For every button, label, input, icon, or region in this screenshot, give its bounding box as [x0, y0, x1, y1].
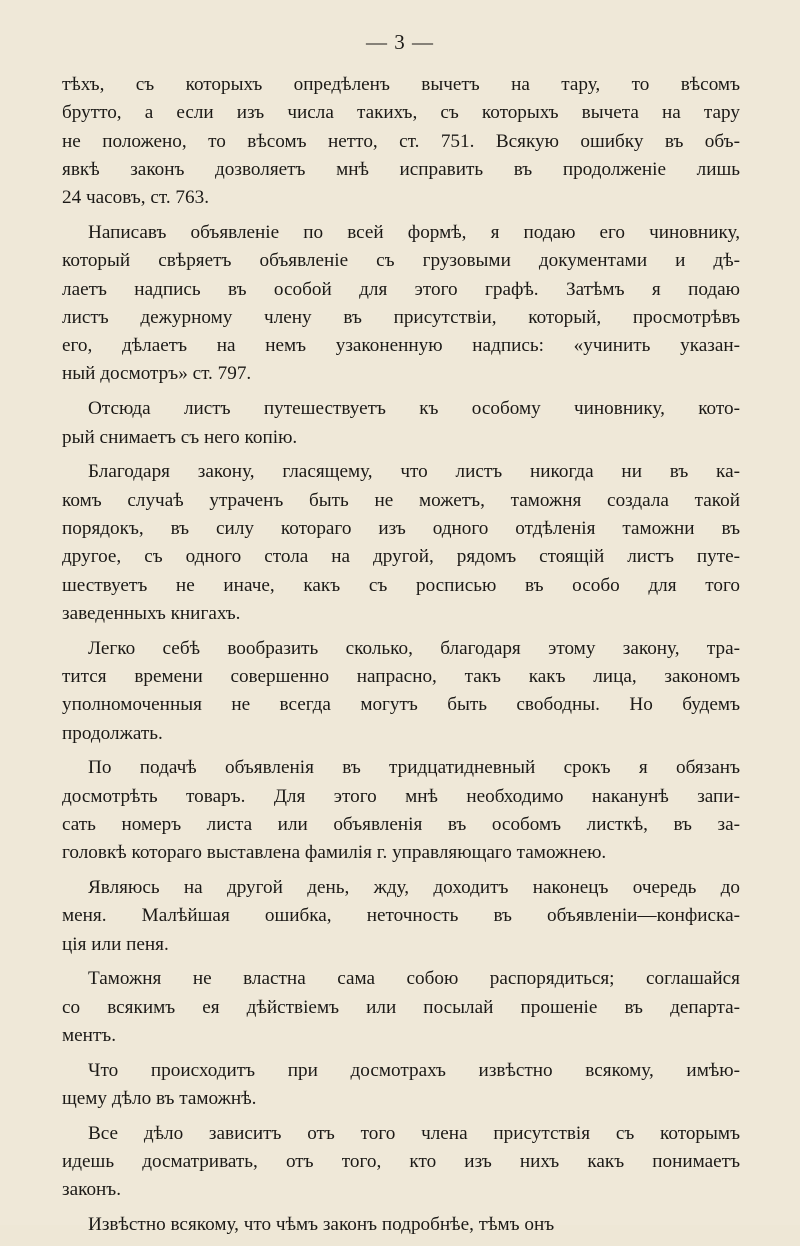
text-line: По подачѣ объявленія въ тридцатидневный срокъ я обязанъ	[88, 757, 740, 779]
text-line: Таможня не властна сама собою распорядиться; соглашайся	[88, 968, 740, 990]
text-line: не положено, то вѣсомъ нетто, ст. 751. Всякую ошибку въ объ-	[62, 130, 740, 152]
text-line: сать номеръ листа или объявленія въ особомъ листкѣ, въ за-	[62, 813, 740, 835]
paragraph	[62, 71, 740, 212]
text-line: уполномоченныя не всегда могутъ быть свободны. Но будемъ	[62, 694, 740, 716]
body-text	[62, 71, 740, 1246]
paragraph	[62, 458, 740, 628]
text-line: законъ.	[62, 1179, 122, 1201]
paragraph	[62, 635, 740, 748]
text-line: шествуетъ не иначе, какъ съ росписью въ особо для того	[62, 574, 740, 596]
text-line: его, дѣлаетъ на немъ узаконенную надпись: «учинить указан-	[62, 335, 740, 357]
text-line: меня. Малѣйшая ошибка, неточность въ объявленіи—конфиска-	[62, 905, 740, 927]
paragraph	[62, 1211, 740, 1239]
text-line: лаетъ надпись въ особой для этого графѣ. Затѣмъ я подаю	[62, 278, 740, 300]
text-line: Являюсь на другой день, жду, доходитъ наконецъ очередь до	[88, 877, 740, 899]
text-line: который свѣряетъ объявленіе съ грузовыми документами и дѣ-	[62, 250, 740, 272]
text-line: досмотрѣть товаръ. Для этого мнѣ необходимо наканунѣ запи-	[62, 785, 740, 807]
paragraph	[62, 1120, 740, 1205]
text-line: Извѣстно всякому, что чѣмъ законъ подробнѣе, тѣмъ онъ	[88, 1214, 555, 1236]
text-line: тѣхъ, съ которыхъ опредѣленъ вычетъ на тару, то вѣсомъ	[62, 74, 740, 95]
text-line: рый снимаетъ съ него копію.	[62, 426, 298, 448]
text-line: другое, съ одного стола на другой, рядомъ стоящій листъ путе-	[62, 546, 740, 568]
paragraph	[62, 219, 740, 389]
text-line: Отсюда листъ путешествуетъ къ особому чиновнику, кото-	[88, 398, 740, 420]
text-line: головкѣ котораго выставлена фамилія г. управляющаго таможнею.	[62, 842, 607, 864]
text-line: со всякимъ ея дѣйствіемъ или посылай прошеніе въ департа-	[62, 996, 740, 1018]
paragraph	[62, 874, 740, 959]
paragraph	[62, 965, 740, 1050]
text-line: порядокъ, въ силу котораго изъ одного отдѣленія таможни въ	[62, 517, 740, 539]
text-line: явкѣ законъ дозволяетъ мнѣ исправить въ продолженіе лишь	[62, 158, 740, 180]
text-line: Все дѣло зависитъ отъ того члена присутствія съ которымъ	[88, 1122, 740, 1144]
text-line: Что происходитъ при досмотрахъ извѣстно всякому, имѣю-	[88, 1059, 740, 1081]
text-line: листъ дежурному члену въ присутствіи, который, просмотрѣвъ	[62, 306, 740, 328]
paragraph	[62, 1057, 740, 1114]
text-line: комъ случаѣ утраченъ быть не можетъ, таможня создала такой	[62, 489, 740, 511]
text-line: Написавъ объявленіе по всей формѣ, я подаю его чиновнику,	[88, 221, 740, 243]
text-line: тится времени совершенно напрасно, такъ какъ лица, закономъ	[62, 665, 740, 687]
text-line: ція или пеня.	[62, 933, 169, 955]
text-line: 24 часовъ, ст. 763.	[62, 187, 209, 209]
text-line: идешь досматривать, отъ того, кто изъ нихъ какъ понимаетъ	[62, 1151, 740, 1173]
text-line: Легко себѣ вообразить сколько, благодаря этому закону, тра-	[88, 637, 740, 659]
text-line: заведенныхъ книгахъ.	[62, 602, 241, 624]
paragraph	[62, 395, 740, 452]
text-line: Благодаря закону, гласящему, что листъ никогда ни въ ка-	[88, 461, 740, 483]
text-line: щему дѣло въ таможнѣ.	[62, 1088, 257, 1110]
text-line: продолжать.	[62, 722, 163, 744]
page-number: — 3 —	[366, 30, 434, 54]
text-line: ный досмотръ» ст. 797.	[62, 363, 252, 385]
text-line: брутто, а если изъ числа такихъ, съ которыхъ вычета на тару	[62, 102, 740, 124]
text-line: ментъ.	[62, 1025, 117, 1046]
paragraph	[62, 754, 740, 867]
